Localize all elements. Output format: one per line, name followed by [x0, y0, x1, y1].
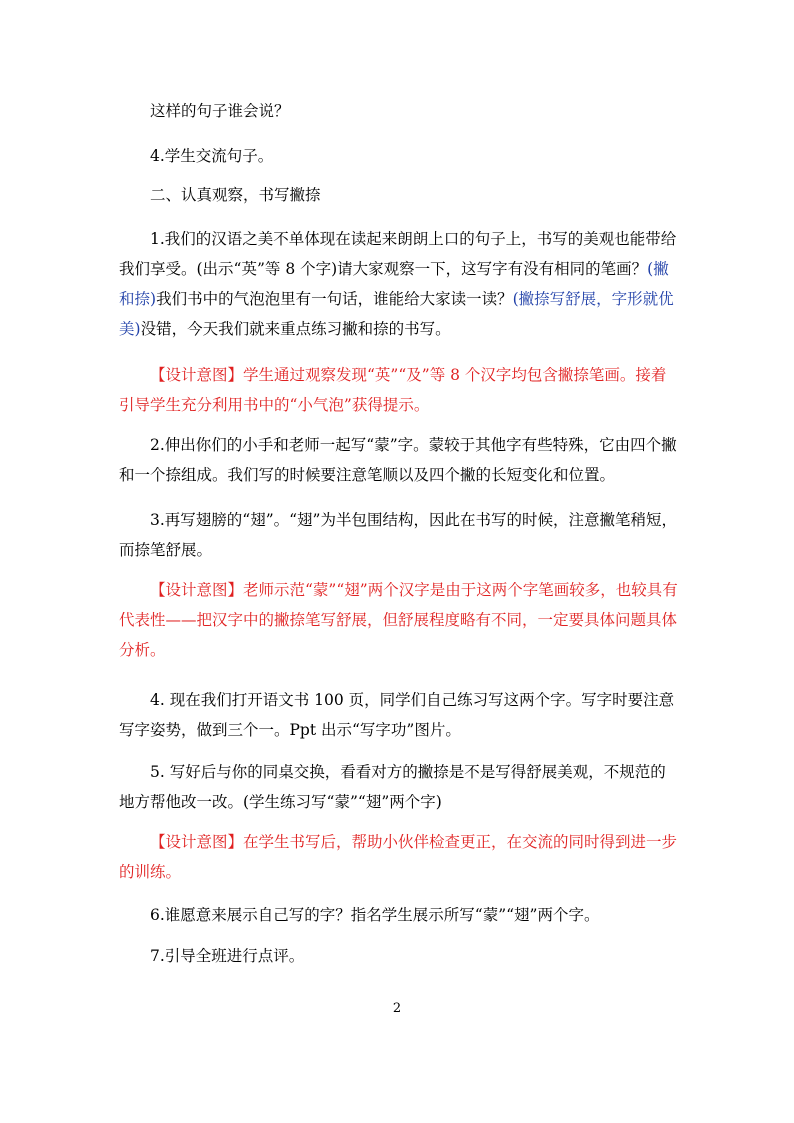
- paragraph-question: 这样的句子谁会说？: [150, 102, 290, 120]
- paragraph-text-segment: 1.我们的汉语之美不单体现在读起来朗朗上口的句子上，书写的美观也能带给我们享受。(出示“英”等 8 个字)请大家观察一下，这写字有没有相同的笔画？: [119, 230, 677, 278]
- paragraph-step-6-show: 6.谁愿意来展示自己写的字？指名学生展示所写“蒙”“翅”两个字。: [150, 906, 600, 924]
- design-intent-note: 【设计意图】学生通过观察发现“英”“及”等 8 个汉字均包含撇捺笔画。接着引导学生充分利用书中的“小气泡”获得提示。: [119, 366, 667, 414]
- paragraph-text-segment: 我们书中的气泡泡里有一句话，谁能给大家读一读？: [156, 290, 513, 308]
- paragraph-step-3-chi: 3.再写翅膀的“翅”。“翅”为半包围结构，因此在书写的时候，注意撇笔稍短，而捺笔舒展。: [119, 511, 677, 559]
- paragraph-step-4-exchange: 4.学生交流句子。: [150, 147, 274, 165]
- page-number: 2: [392, 1001, 402, 1016]
- design-intent-note: 【设计意图】老师示范“蒙”“翅”两个汉字是由于这两个字笔画较多，也较具有代表性——把汉字中的撇捺笔写舒展，但舒展程度略有不同，一定要具体问题具体分析。: [119, 581, 678, 659]
- paragraph-step-4-practice: 4. 现在我们打开语文书 100 页，同学们自己练习写这两个字。写字时要注意写字姿势，做到三个一。Ppt 出示“写字功”图片。: [119, 691, 675, 739]
- paragraph-step-2-meng: 2.伸出你们的小手和老师一起写“蒙”字。蒙较于其他字有些特殊，它由四个撇和一个捺组成。我们写的时候要注意笔顺以及四个撇的长短变化和位置。: [119, 436, 677, 484]
- paragraph-step-5-exchange: 5. 写好后与你的同桌交换，看看对方的撇捺是不是写得舒展美观，不规范的地方帮他改一改。(学生练习写“蒙”“翅”两个字): [119, 763, 666, 811]
- paragraph-step-1-observe: [119, 224, 679, 344]
- paragraph-text-segment: 没错，今天我们就来重点练习撇和捺的书写。: [140, 320, 451, 338]
- design-intent-note: 【设计意图】在学生书写后，帮助小伙伴检查更正，在交流的同时得到进一步的训练。: [119, 833, 678, 881]
- answer-highlight: (撇和捺): [119, 260, 669, 308]
- paragraph-step-7-review: 7.引导全班进行点评。: [150, 947, 305, 965]
- answer-highlight: (撇捺写舒展，字形就优美): [119, 290, 674, 338]
- section-heading-observe-write: 二、认真观察，书写撇捺: [150, 186, 321, 204]
